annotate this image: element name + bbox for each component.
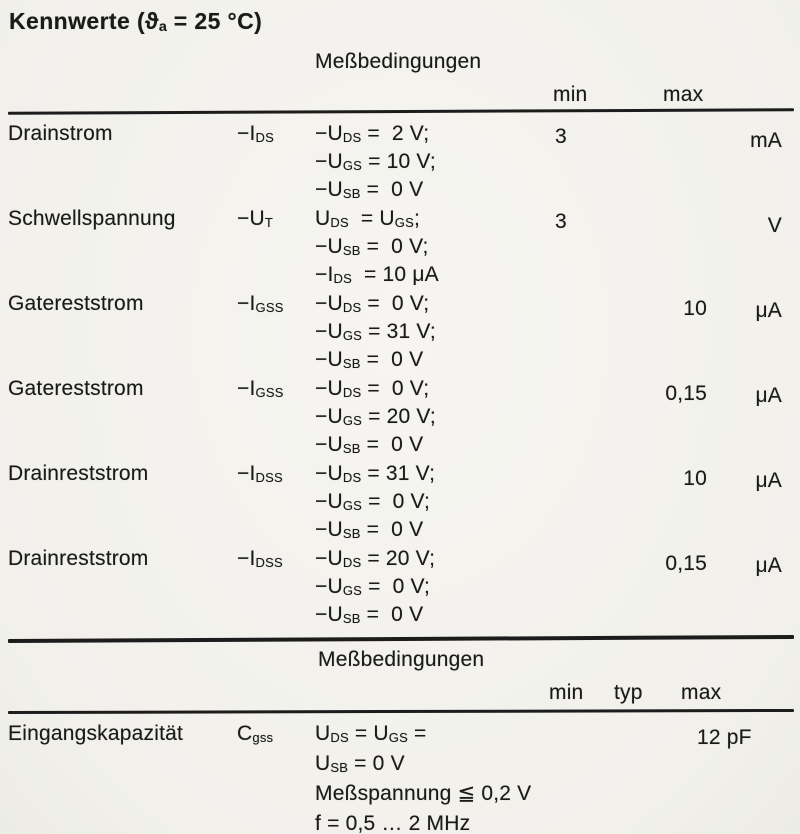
unit: μA xyxy=(755,384,782,407)
table2-top-rule xyxy=(8,709,794,714)
condition-line: $-U_{DS} = 2$ V; xyxy=(315,122,430,145)
table2-typ-header: typ xyxy=(614,681,643,704)
table2-min-header: min xyxy=(549,681,584,704)
conditions xyxy=(315,460,555,544)
table2-max-header: max xyxy=(681,681,722,704)
max-value: 0,15 xyxy=(665,552,707,575)
table-row xyxy=(8,460,794,544)
param-symbol: $-I_{DSS}$ xyxy=(237,462,283,485)
param-name: Gatereststrom xyxy=(8,377,144,400)
table1-min-header: min xyxy=(553,83,588,106)
table1-conditions-header: Meßbedingungen xyxy=(315,50,482,73)
param-name: Eingangskapazität xyxy=(8,722,184,745)
condition-line: $-U_{SB} = 0$ V xyxy=(315,518,424,541)
table-row xyxy=(8,719,794,834)
unit: μA xyxy=(755,299,782,322)
condition-line: $-U_{SB} = 0$ V xyxy=(315,603,424,626)
condition-line: $-U_{GS} = 0$ V; xyxy=(315,575,431,598)
min-value: 3 xyxy=(555,210,567,233)
condition-line: $-U_{GS} = 0$ V; xyxy=(315,490,431,513)
min-value: 3 xyxy=(555,125,567,148)
condition-line: $-U_{GS} = 10$ V; xyxy=(315,150,436,173)
min-value xyxy=(555,290,655,293)
table-row xyxy=(8,545,794,629)
param-symbol: $-I_{GSS}$ xyxy=(237,292,284,315)
condition-line: $-U_{SB} = 0$ V xyxy=(315,178,424,201)
param-name: Gatereststrom xyxy=(8,292,144,315)
max-value: 0,15 xyxy=(665,382,707,405)
param-name: Schwellspannung xyxy=(8,207,176,230)
condition-line: Meßspannung ≦ 0,2 V xyxy=(315,782,532,805)
conditions xyxy=(315,120,555,204)
conditions xyxy=(315,545,555,629)
max-value xyxy=(655,205,743,210)
max-value: 12 pF xyxy=(697,726,752,749)
condition-line: $-U_{GS} = 20$ V; xyxy=(315,405,436,428)
table-row xyxy=(8,290,794,374)
param-symbol: $-U_T$ xyxy=(237,207,273,230)
unit: mA xyxy=(750,129,782,152)
conditions xyxy=(315,719,683,834)
condition-line: $-U_{DS} = 0$ V; xyxy=(315,292,430,315)
conditions xyxy=(315,375,555,459)
condition-line: $U_{DS} = U_{GS}$; xyxy=(315,207,421,230)
condition-line: $-U_{SB} = 0$ V; xyxy=(315,235,429,258)
param-name: Drainreststrom xyxy=(8,547,149,570)
param-name: Drainreststrom xyxy=(8,462,149,485)
max-value xyxy=(655,120,743,125)
min-value xyxy=(555,375,655,378)
condition-line: $-U_{GS} = 31$ V; xyxy=(315,320,436,343)
param-symbol: $-I_{DS}$ xyxy=(237,122,274,145)
section-divider-rule xyxy=(8,635,794,643)
unit: μA xyxy=(755,554,782,577)
condition-line: $-U_{DS} = 0$ V; xyxy=(315,377,430,400)
max-value: 10 xyxy=(683,297,707,320)
min-value xyxy=(555,460,655,463)
max-value: 10 xyxy=(683,467,707,490)
param-symbol: $-I_{DSS}$ xyxy=(237,547,283,570)
condition-line: $-I_{DS} = 10$ μA xyxy=(315,263,439,286)
condition-line: $-U_{SB} = 0$ V xyxy=(315,433,424,456)
condition-line: $-U_{DS} = 20$ V; xyxy=(315,547,436,570)
condition-line: $U_{DS} = U_{GS}$ = xyxy=(315,722,427,745)
conditions xyxy=(315,290,555,374)
unit: V xyxy=(767,214,782,237)
condition-line: $-U_{DS} = 31$ V; xyxy=(315,462,436,485)
min-value xyxy=(555,545,655,548)
table1-body xyxy=(8,120,794,630)
param-symbol: $-I_{GSS}$ xyxy=(237,377,284,400)
table2-conditions-header: Meßbedingungen xyxy=(318,648,485,671)
conditions xyxy=(315,205,555,289)
table-row xyxy=(8,375,794,459)
table-row xyxy=(8,205,794,289)
table1-max-header: max xyxy=(663,83,704,106)
unit: μA xyxy=(755,469,782,492)
page-title: Kennwerte ($ϑ_a = 25$ °C) xyxy=(9,8,263,35)
table2-body xyxy=(8,719,794,834)
condition-line: f = 0,5 … 2 MHz xyxy=(315,812,471,834)
table-row xyxy=(8,120,794,204)
table1-top-rule xyxy=(8,108,794,114)
condition-line: $U_{SB} = 0$ V xyxy=(315,752,405,775)
param-symbol: $C_{gss}$ xyxy=(237,722,274,745)
param-name: Drainstrom xyxy=(8,122,113,145)
condition-line: $-U_{SB} = 0$ V xyxy=(315,348,424,371)
